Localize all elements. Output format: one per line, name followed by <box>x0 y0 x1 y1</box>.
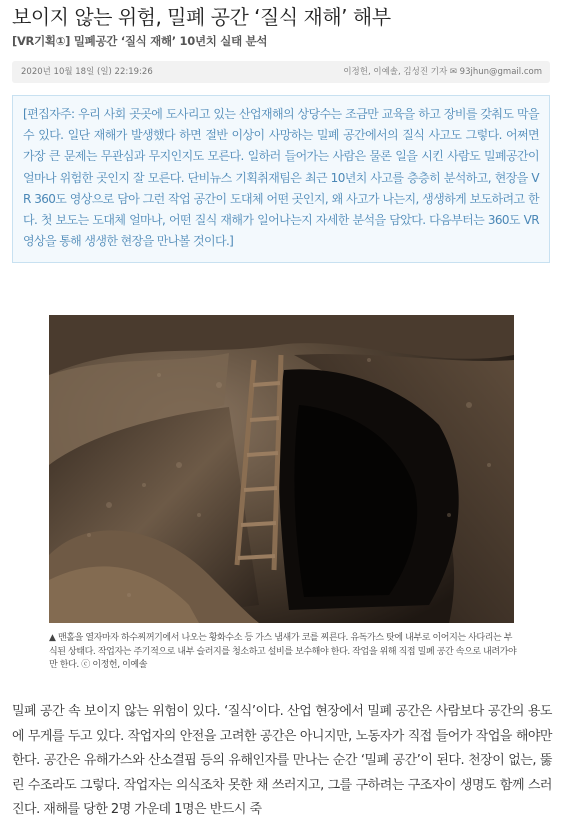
manhole-shaft-image <box>49 315 514 623</box>
article-subtitle: [VR기획①] 밀폐공간 ‘질식 재해’ 10년치 실태 분석 <box>12 34 268 48</box>
photo-caption: ▲ 맨홀을 열자마자 하수찌꺼기에서 나오는 황화수소 등 가스 냄새가 코를 찌른다. 유독가스 탓에 내부로 이어지는 사다리는 부식된 상태다. 작업자는 주기적으로 내부 슬러지를 청소하고 설비를 보수해야 한다. 작업을 위해 직접 밀폐 공간 속으로 내려가야만 한다. ⓒ 이정헌, 이예솔 <box>49 633 517 670</box>
article-date: 2020년 10월 18일 (일) 22:19:26 <box>21 67 153 77</box>
article-author[interactable]: 이정헌, 이예솔, 김성진 기자 ✉ 93jhun@gmail.com <box>343 67 542 77</box>
article-title: 보이지 않는 위험, 밀폐 공간 ‘질식 재해’ 해부 <box>12 5 391 29</box>
editor-note: [편집자주: 우리 사회 곳곳에 도사리고 있는 산업재해의 상당수는 조금만 교육을 하고 장비를 갖춰도 막을 수 있다. 일단 재해가 발생했다 하면 절반 이상이 사망하는 밀폐 공간에서의 질식 사고도 그렇다. 어쩌면 가장 큰 문제는 무관심과 무지인지도 모른다. 일하러 들어가는 사람은 물론 일을 시킨 사람도 밀폐공간이 얼마나 위험한 곳인지 잘 모른다. 단비뉴스 기획취재팀은 최근 10년치 사고를 층층히 분석하고, 현장을 VR 360도 영상으로 담아 그런 작업 공간이 도대체 어떤 곳인지, 왜 사고가 나는지, 생생하게 보도하려고 한다. 첫 보도는 도대체 얼마나, 어떤 질식 재해가 일어나는지 자세한 분석을 담았다. 다음부터는 360도 VR 영상을 통해 생생한 현장을 만나볼 것이다.] <box>12 95 550 263</box>
article-meta-bar <box>12 61 550 83</box>
article-photo <box>49 315 514 623</box>
article-body-paragraph: 밀폐 공간 속 보이지 않는 위험이 있다. ‘질식’이다. 산업 현장에서 밀폐 공간은 사람보다 공간의 용도에 무게를 두고 있다. 작업자의 안전을 고려한 공간은 아니지만, 노동자가 직접 들어가 작업을 해야만 한다. 공간은 유해가스와 산소결핍 등의 유해인자를 만나는 순간 ‘밀폐 공간’이 된다. 천장이 없는, 뚫린 수조라도 그렇다. 작업자는 의식조차 못한 채 쓰러지고, 그를 구하려는 구조자이 생명도 함께 스러진다. 재해를 당한 2명 가운데 1명은 반드시 죽 <box>12 704 552 817</box>
